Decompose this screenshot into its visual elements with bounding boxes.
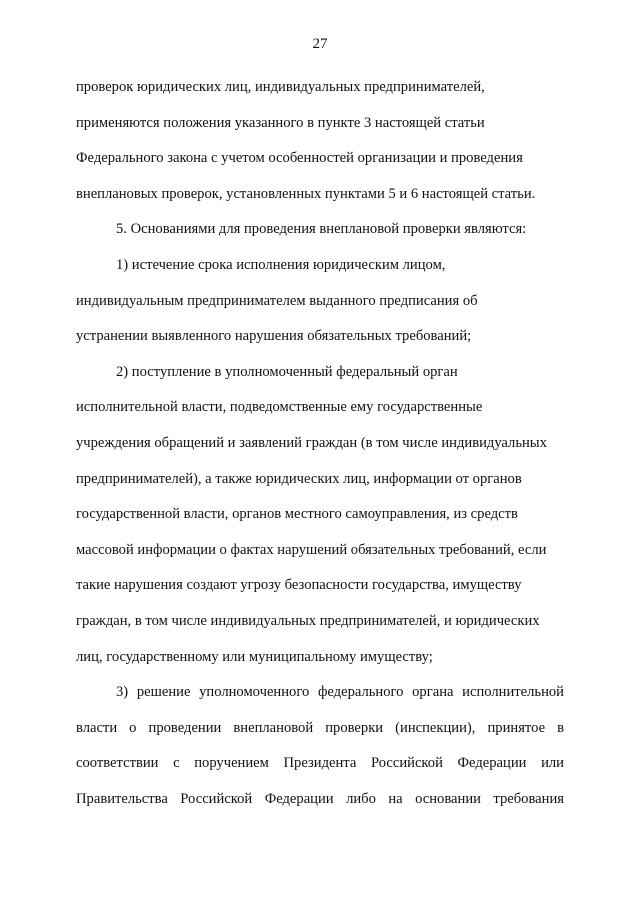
text-line: учреждения обращений и заявлений граждан (в том числе индивидуальных <box>76 434 547 451</box>
text-line: лиц, государственному или муниципальному имуществу; <box>76 648 433 665</box>
document-body <box>76 70 564 817</box>
text-line: граждан, в том числе индивидуальных предпринимателей, и юридических <box>76 612 540 629</box>
text-line: устранении выявленного нарушения обязательных требований; <box>76 328 472 345</box>
text-line: индивидуальным предпринимателем выданного предписания об <box>76 292 478 309</box>
text-line: исполнительной власти, подведомственные ему государственные <box>76 399 483 416</box>
paragraph-item-3 <box>76 675 564 817</box>
text-line: Федерального закона с учетом особенностей организации и проведения <box>76 150 523 167</box>
text-line: 3) решение уполномоченного федерального органа исполнительной <box>116 684 564 701</box>
text-line: Правительства Российской Федерации либо на основании требования <box>76 790 564 807</box>
text-line: внеплановых проверок, установленных пунктами 5 и 6 настоящей статьи. <box>76 185 536 202</box>
text-line: массовой информации о фактах нарушений обязательных требований, если <box>76 541 547 558</box>
text-line: применяются положения указанного в пункте 3 настоящей статьи <box>76 114 485 131</box>
text-line: такие нарушения создают угрозу безопасности государства, имуществу <box>76 577 522 594</box>
page-number: 27 <box>312 36 328 52</box>
text-line: соответствии с поручением Президента Российской Федерации или <box>76 755 564 772</box>
text-line: государственной власти, органов местного самоуправления, из средств <box>76 506 518 523</box>
text-line: 5. Основаниями для проведения внеплановой проверки являются: <box>116 221 527 238</box>
paragraph-item-2 <box>76 355 564 675</box>
paragraph-item-1 <box>76 248 564 355</box>
text-line: 1) истечение срока исполнения юридическим лицом, <box>116 256 446 273</box>
paragraph-continuation <box>76 70 564 212</box>
text-line: власти о проведении внеплановой проверки (инспекции), принятое в <box>76 719 564 736</box>
text-line: 2) поступление в уполномоченный федеральный орган <box>116 363 458 380</box>
text-line: предпринимателей), а также юридических лиц, информации от органов <box>76 470 522 487</box>
paragraph-grounds-heading <box>76 212 564 248</box>
text-line: проверок юридических лиц, индивидуальных предпринимателей, <box>76 79 485 95</box>
